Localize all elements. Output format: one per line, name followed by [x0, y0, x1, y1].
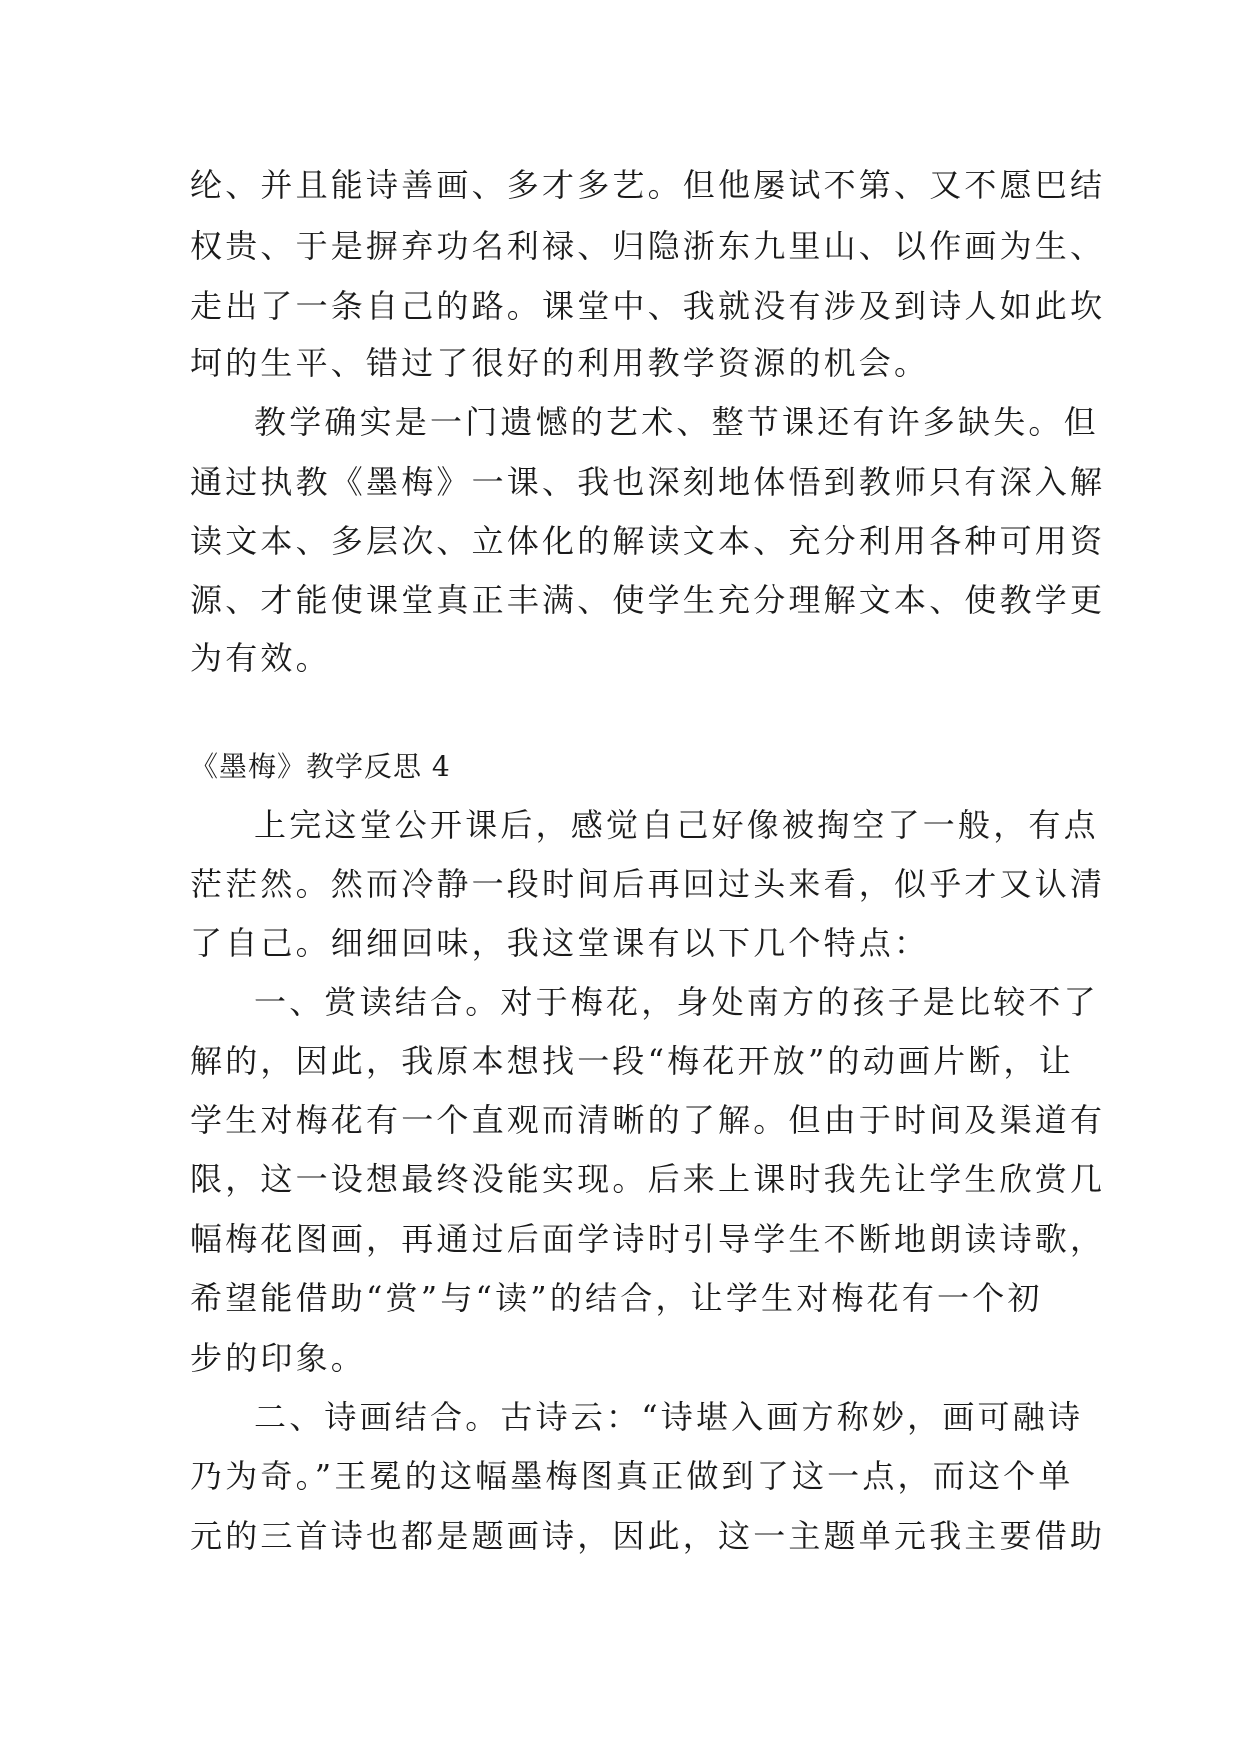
text-line: 坷的生平、错过了很好的利用教学资源的机会。 [190, 344, 930, 382]
text-line: 乃为奇。”王冕的这幅墨梅图真正做到了这一点，而这个单 [190, 1457, 1074, 1495]
text-line: 限，这一设想最终没能实现。后来上课时我先让学生欣赏几 [190, 1160, 1106, 1198]
text-line: 解的，因此，我原本想找一段“梅花开放”的动画片断，让 [190, 1042, 1074, 1080]
text-line: 希望能借助“赏”与“读”的结合，让学生对梅花有一个初 [190, 1279, 1043, 1317]
text-line: 了自己。细细回味，我这堂课有以下几个特点： [190, 924, 930, 962]
text-line: 学生对梅花有一个直观而清晰的了解。但由于时间及渠道有 [190, 1101, 1106, 1139]
text-line: 走出了一条自己的路。课堂中、我就没有涉及到诗人如此坎 [190, 287, 1106, 325]
paragraph-first-line: 一、赏读结合。对于梅花，身处南方的孩子是比较不了 [254, 983, 1099, 1021]
text-line: 元的三首诗也都是题画诗，因此，这一主题单元我主要借助 [190, 1517, 1106, 1555]
paragraph-first-line: 教学确实是一门遗憾的艺术、整节课还有许多缺失。但 [254, 403, 1099, 441]
section-heading: 《墨梅》教学反思 4 [190, 750, 451, 783]
text-line: 源、才能使课堂真正丰满、使学生充分理解文本、使教学更 [190, 581, 1106, 619]
paragraph-first-line: 二、诗画结合。古诗云：“诗堪入画方称妙，画可融诗 [254, 1398, 1084, 1436]
text-line: 茫茫然。然而冷静一段时间后再回过头来看，似乎才又认清 [190, 865, 1106, 903]
text-line: 幅梅花图画，再通过后面学诗时引导学生不断地朗读诗歌， [190, 1220, 1106, 1258]
paragraph-first-line: 上完这堂公开课后，感觉自己好像被掏空了一般，有点 [254, 806, 1099, 844]
text-line: 步的印象。 [190, 1339, 367, 1377]
text-line: 通过执教《墨梅》一课、我也深刻地体悟到教师只有深入解 [190, 463, 1106, 501]
text-line: 读文本、多层次、立体化的解读文本、充分利用各种可用资 [190, 522, 1106, 560]
text-line: 纶、并且能诗善画、多才多艺。但他屡试不第、又不愿巴结 [190, 166, 1106, 204]
text-line: 为有效。 [190, 639, 331, 677]
text-line: 权贵、于是摒弃功名利禄、归隐浙东九里山、以作画为生、 [190, 227, 1106, 265]
